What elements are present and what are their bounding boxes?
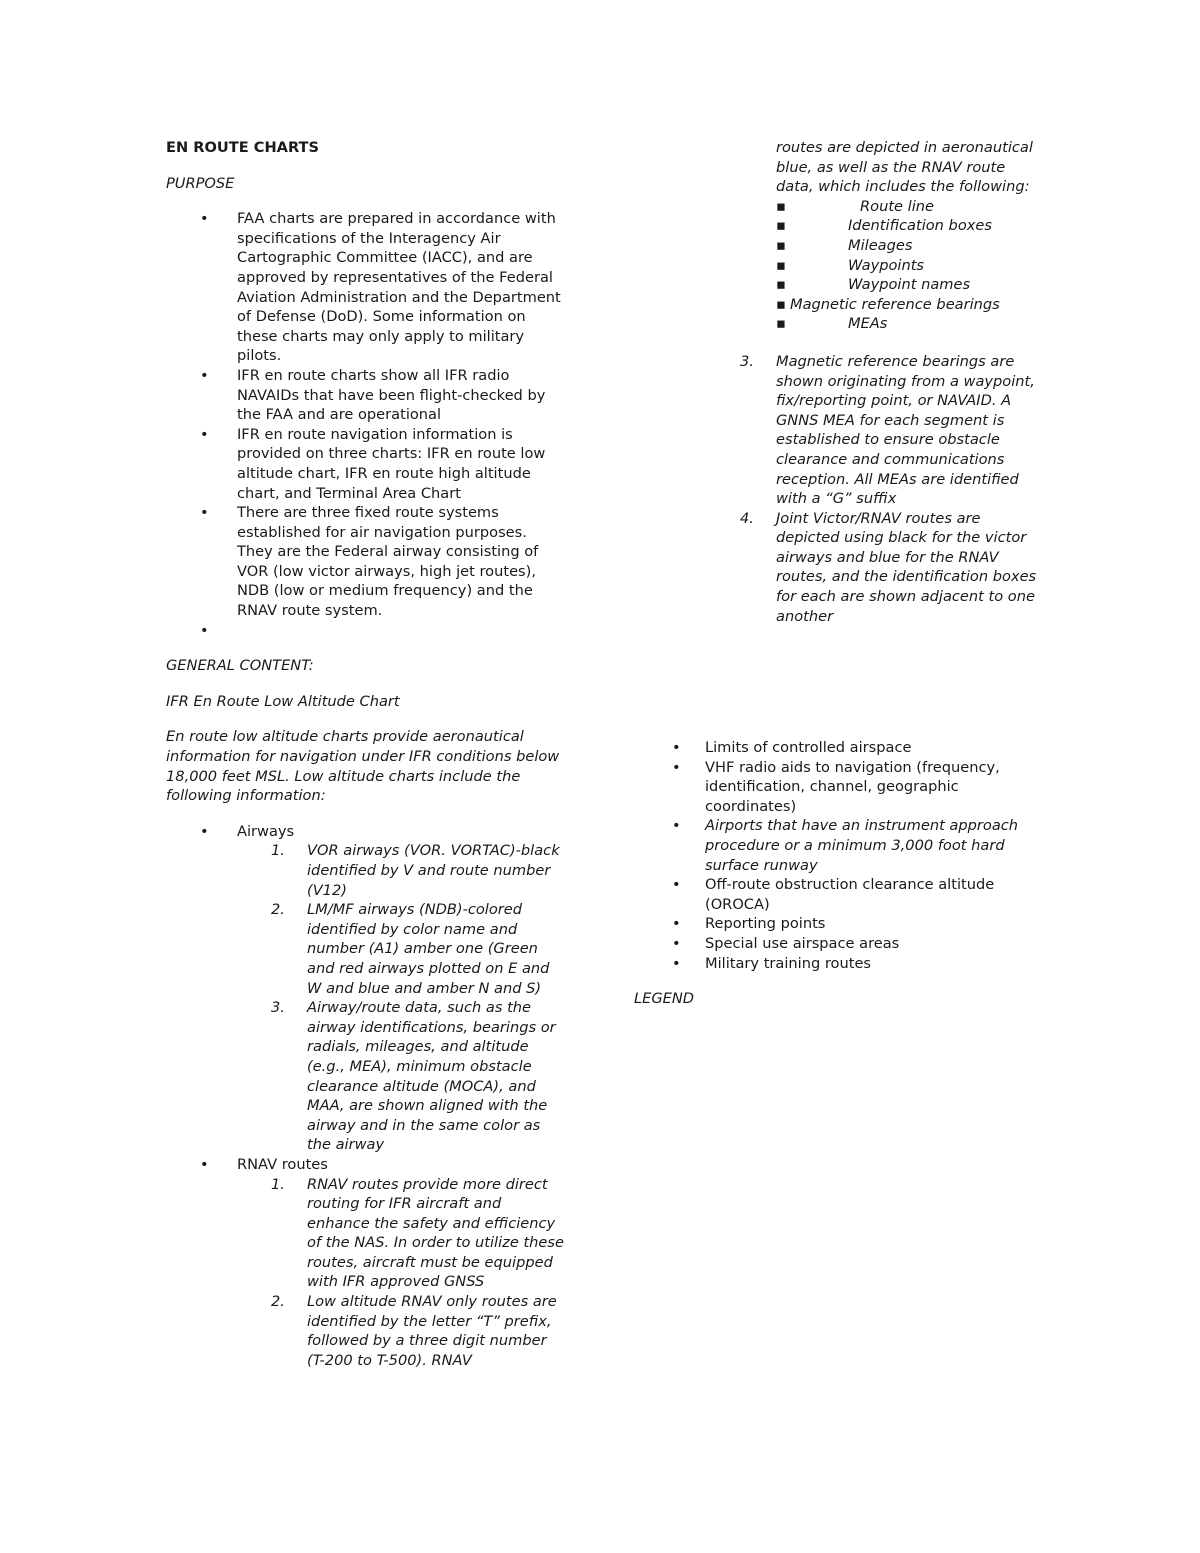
- item-number: 2.: [271, 1293, 285, 1311]
- list-item-airways: [166, 822, 566, 842]
- list-item: • FAA charts are prepared in accordance with specifications of the Interagency Air Cartographic Committee (IACC), and are approved by representatives of the Federal Aviation Administration and the Department of Defense (DoD). Some information on these charts may only apply to military pilots.: [166, 209, 566, 366]
- list-item: [237, 1175, 566, 1293]
- item-number: 3.: [271, 999, 285, 1017]
- list-item: ▪ Identification boxes: [776, 216, 1040, 236]
- airways-numbered-list: [237, 841, 566, 1155]
- item-text: Airway/route data, such as the airway identifications, bearings or radials, mileages, and altitude (e.g., MEA), minimum obstacle clearance altitude (MOCA), and MAA, are shown aligned with the airway and in the same color as the airway: [307, 999, 556, 1154]
- item-text: RNAV routes provide more direct routing for IFR aircraft and enhance the safety and efficiency of the NAS. In order to utilize these routes, aircraft must be equipped with IFR approved GNSS: [307, 1175, 564, 1291]
- list-item: ▪ Waypoint names: [776, 275, 1040, 295]
- item-number: 1.: [271, 1175, 285, 1193]
- list-item: [237, 841, 566, 900]
- continued-numbered-list: [740, 352, 1040, 626]
- purpose-heading: PURPOSE: [166, 174, 235, 192]
- list-item: [166, 621, 566, 641]
- rnav-label: RNAV routes: [237, 1155, 328, 1173]
- continued-text: routes are depicted in aeronautical blue, as well as the RNAV route data, which includes the following:: [776, 139, 1033, 196]
- list-item: • Off-route obstruction clearance altitude (OROCA): [634, 875, 1044, 914]
- intro-paragraph: En route low altitude charts provide aeronautical information for navigation under IFR conditions below 18,000 feet MSL. Low altitude charts include the following information:: [166, 728, 560, 805]
- page-title: EN ROUTE CHARTS: [166, 139, 320, 156]
- list-item: [237, 1292, 566, 1370]
- item-number: 4.: [740, 509, 754, 527]
- list-item: • IFR en route navigation information is provided on three charts: IFR en route low altitude chart, IFR en route high altitude chart, and Terminal Area Chart: [166, 425, 566, 503]
- list-item: [237, 900, 566, 998]
- general-content-heading: GENERAL CONTENT:: [166, 657, 314, 675]
- list-item: • Special use airspace areas: [634, 934, 1044, 954]
- item-number: 2.: [271, 901, 285, 919]
- item-text: Low altitude RNAV only routes are identified by the letter “T” prefix, followed by a three digit number (T-200 to T-500). RNAV: [307, 1293, 557, 1369]
- list-item: ▪ MEAs: [776, 314, 1040, 334]
- item-text: LM/MF airways (NDB)-colored identified by color name and number (A1) amber one (Green and red airways plotted on E and W and blue and amber N and S): [307, 901, 550, 997]
- item-number: 1.: [271, 842, 285, 860]
- list-item: • Airports that have an instrument approach procedure or a minimum 3,000 foot hard surface runway: [634, 816, 1044, 875]
- item-text: Joint Victor/RNAV routes are depicted using black for the victor airways and blue for the RNAV routes, and the identification boxes for each are shown adjacent to one another: [776, 509, 1037, 625]
- item-number: 3.: [740, 352, 754, 370]
- content-list-rnav: [166, 1155, 566, 1175]
- right-column-continued: [740, 138, 1040, 626]
- chart-content-list: [634, 738, 1044, 973]
- rnav-data-list: [776, 197, 1040, 334]
- right-column-lower: [634, 738, 1044, 1009]
- list-item: • Limits of controlled airspace: [634, 738, 1044, 758]
- list-item: • IFR en route charts show all IFR radio NAVAIDs that have been flight-checked by the FAA and are operational: [166, 366, 566, 425]
- list-item: [237, 998, 566, 1155]
- list-item: • Military training routes: [634, 954, 1044, 974]
- list-item: ▪ Route line: [776, 197, 1040, 217]
- chart-subheading: IFR En Route Low Altitude Chart: [166, 692, 400, 710]
- legend-heading: LEGEND: [634, 990, 695, 1008]
- list-item: ▪ Waypoints: [776, 256, 1040, 276]
- list-item: • VHF radio aids to navigation (frequency, identification, channel, geographic coordinates): [634, 758, 1044, 817]
- list-item: [740, 352, 1040, 509]
- rnav-numbered-list: [237, 1175, 566, 1371]
- purpose-list: [166, 209, 566, 640]
- item-text: Magnetic reference bearings are shown originating from a waypoint, fix/reporting point, or NAVAID. A GNNS MEA for each segment is established to ensure obstacle clearance and communications reception. All MEAs are identified with a “G” suffix: [776, 352, 1035, 508]
- list-item-rnav: [166, 1155, 566, 1175]
- list-item: • Reporting points: [634, 914, 1044, 934]
- airways-label: Airways: [237, 822, 295, 840]
- list-item: ▪ Magnetic reference bearings: [776, 295, 1040, 315]
- list-item: [740, 509, 1040, 627]
- list-item: • There are three fixed route systems established for air navigation purposes. They are the Federal airway consisting of VOR (low victor airways, high jet routes), NDB (low or medium frequency) and the RNAV route system.: [166, 503, 566, 621]
- list-item: ▪ Mileages: [776, 236, 1040, 256]
- item-text: VOR airways (VOR. VORTAC)-black identified by V and route number (V12): [307, 842, 560, 899]
- left-column: [166, 138, 566, 1370]
- content-list: [166, 822, 566, 842]
